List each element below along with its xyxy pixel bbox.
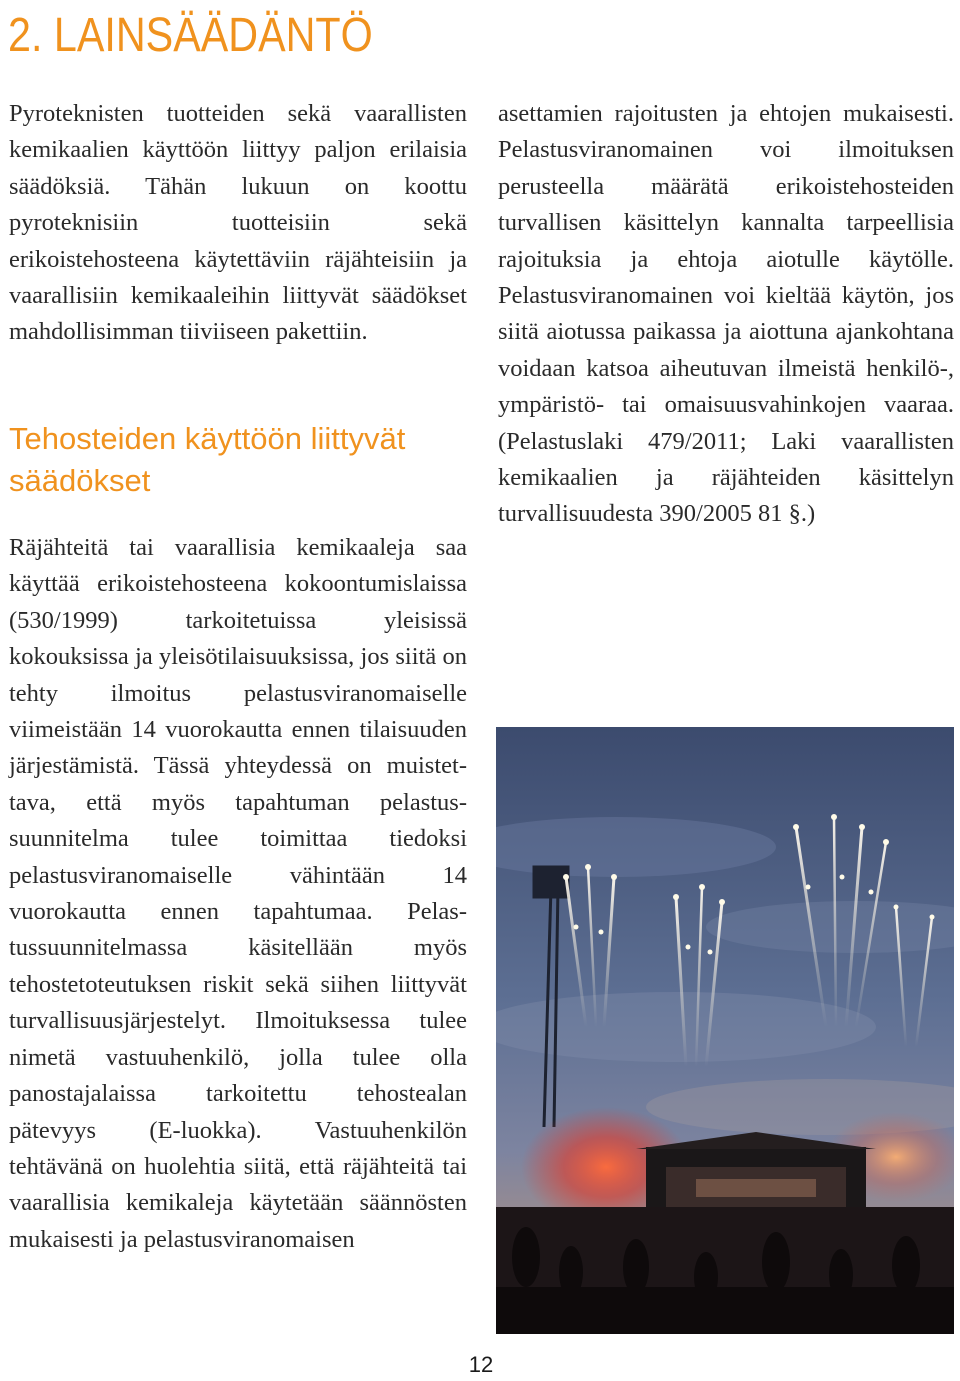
chapter-heading: 2. LAINSÄÄDÄNTÖ <box>8 9 373 62</box>
section-subheading: Tehosteiden käyttöön liittyvät säädökset <box>9 421 406 498</box>
intro-text: Pyroteknisten tuotteiden sekä vaarallisten kemikaalien käyttöön liittyy paljon erilaisia säädöksiä. Tähän lukuun on koottu pyroteknisiin tuotteisiin sekä erikoistehosteena käytettäviin räjähteisiin ja vaarallisiin kemikaaleihin liittyvät säädökset mahdollisimman tiiviiseen pakettiin. <box>9 100 467 346</box>
body-left-text: Räjähteitä tai vaarallisia kemikaaleja saa käyttää erikoistehosteena kokoontumislaissa (530/1999) tarkoitetuissa yleisissä kokouksissa ja yleisötilaisuuksissa, jos siitä on tehty ilmoitus pelastusviranomaiselle viimeistään 14 vuorokautta ennen tilaisuuden järjestämistä. Tässä yhteydessä on muistettava, että myös tapahtuman pelastussuunnitelma tulee toimittaa tiedoksi pelastusviranomaiselle vähintään 14 vuorokautta ennen tapahtumaa. Pelastussuunnitelmassa käsitellään myös tehostetoteutuksen riskit sekä siihen liittyvät turvallisuusjärjestelyt. Ilmoituksessa tulee nimetä vastuuhenkilö, jolla tulee olla panostajalaissa tarkoitettu tehostealan pätevyys (E-luokka). Vastuuhenkilön tehtävänä on huolehtia siitä, että räjähteitä tai vaarallisia kemikaleja käytetään säännösten mukaisesti ja pelastusviranomaisen <box>9 534 467 1253</box>
body-right-column <box>498 96 954 533</box>
body-left-column <box>9 530 467 1258</box>
page-number: 12 <box>468 1352 494 1377</box>
stage <box>636 1132 876 1217</box>
body-right-text: asettamien rajoitusten ja ehtojen mukaisesti. Pelastusviranomainen voi ilmoituksen perusteella määrätä erikoistehosteiden turvallisen käsittelyn kannalta tarpeellisia rajoituksia ja ehtoja aiotulle käytölle. Pelastusviranomainen voi kieltää käytön, jos siitä aiotussa paikassa ja aiottuna ajankohtana voidaan katsoa aiheutuvan ilmeistä henkilö-, ympäristö- tai omaisuusvahinkojen vaaraa. (Pelastuslaki 479/2011; Laki vaarallisten kemikaalien ja räjähteiden käsittelyn turvallisuudesta 390/2005 81 §.) <box>498 100 954 528</box>
fireworks-photo <box>496 727 954 1334</box>
intro-paragraph <box>9 96 467 351</box>
